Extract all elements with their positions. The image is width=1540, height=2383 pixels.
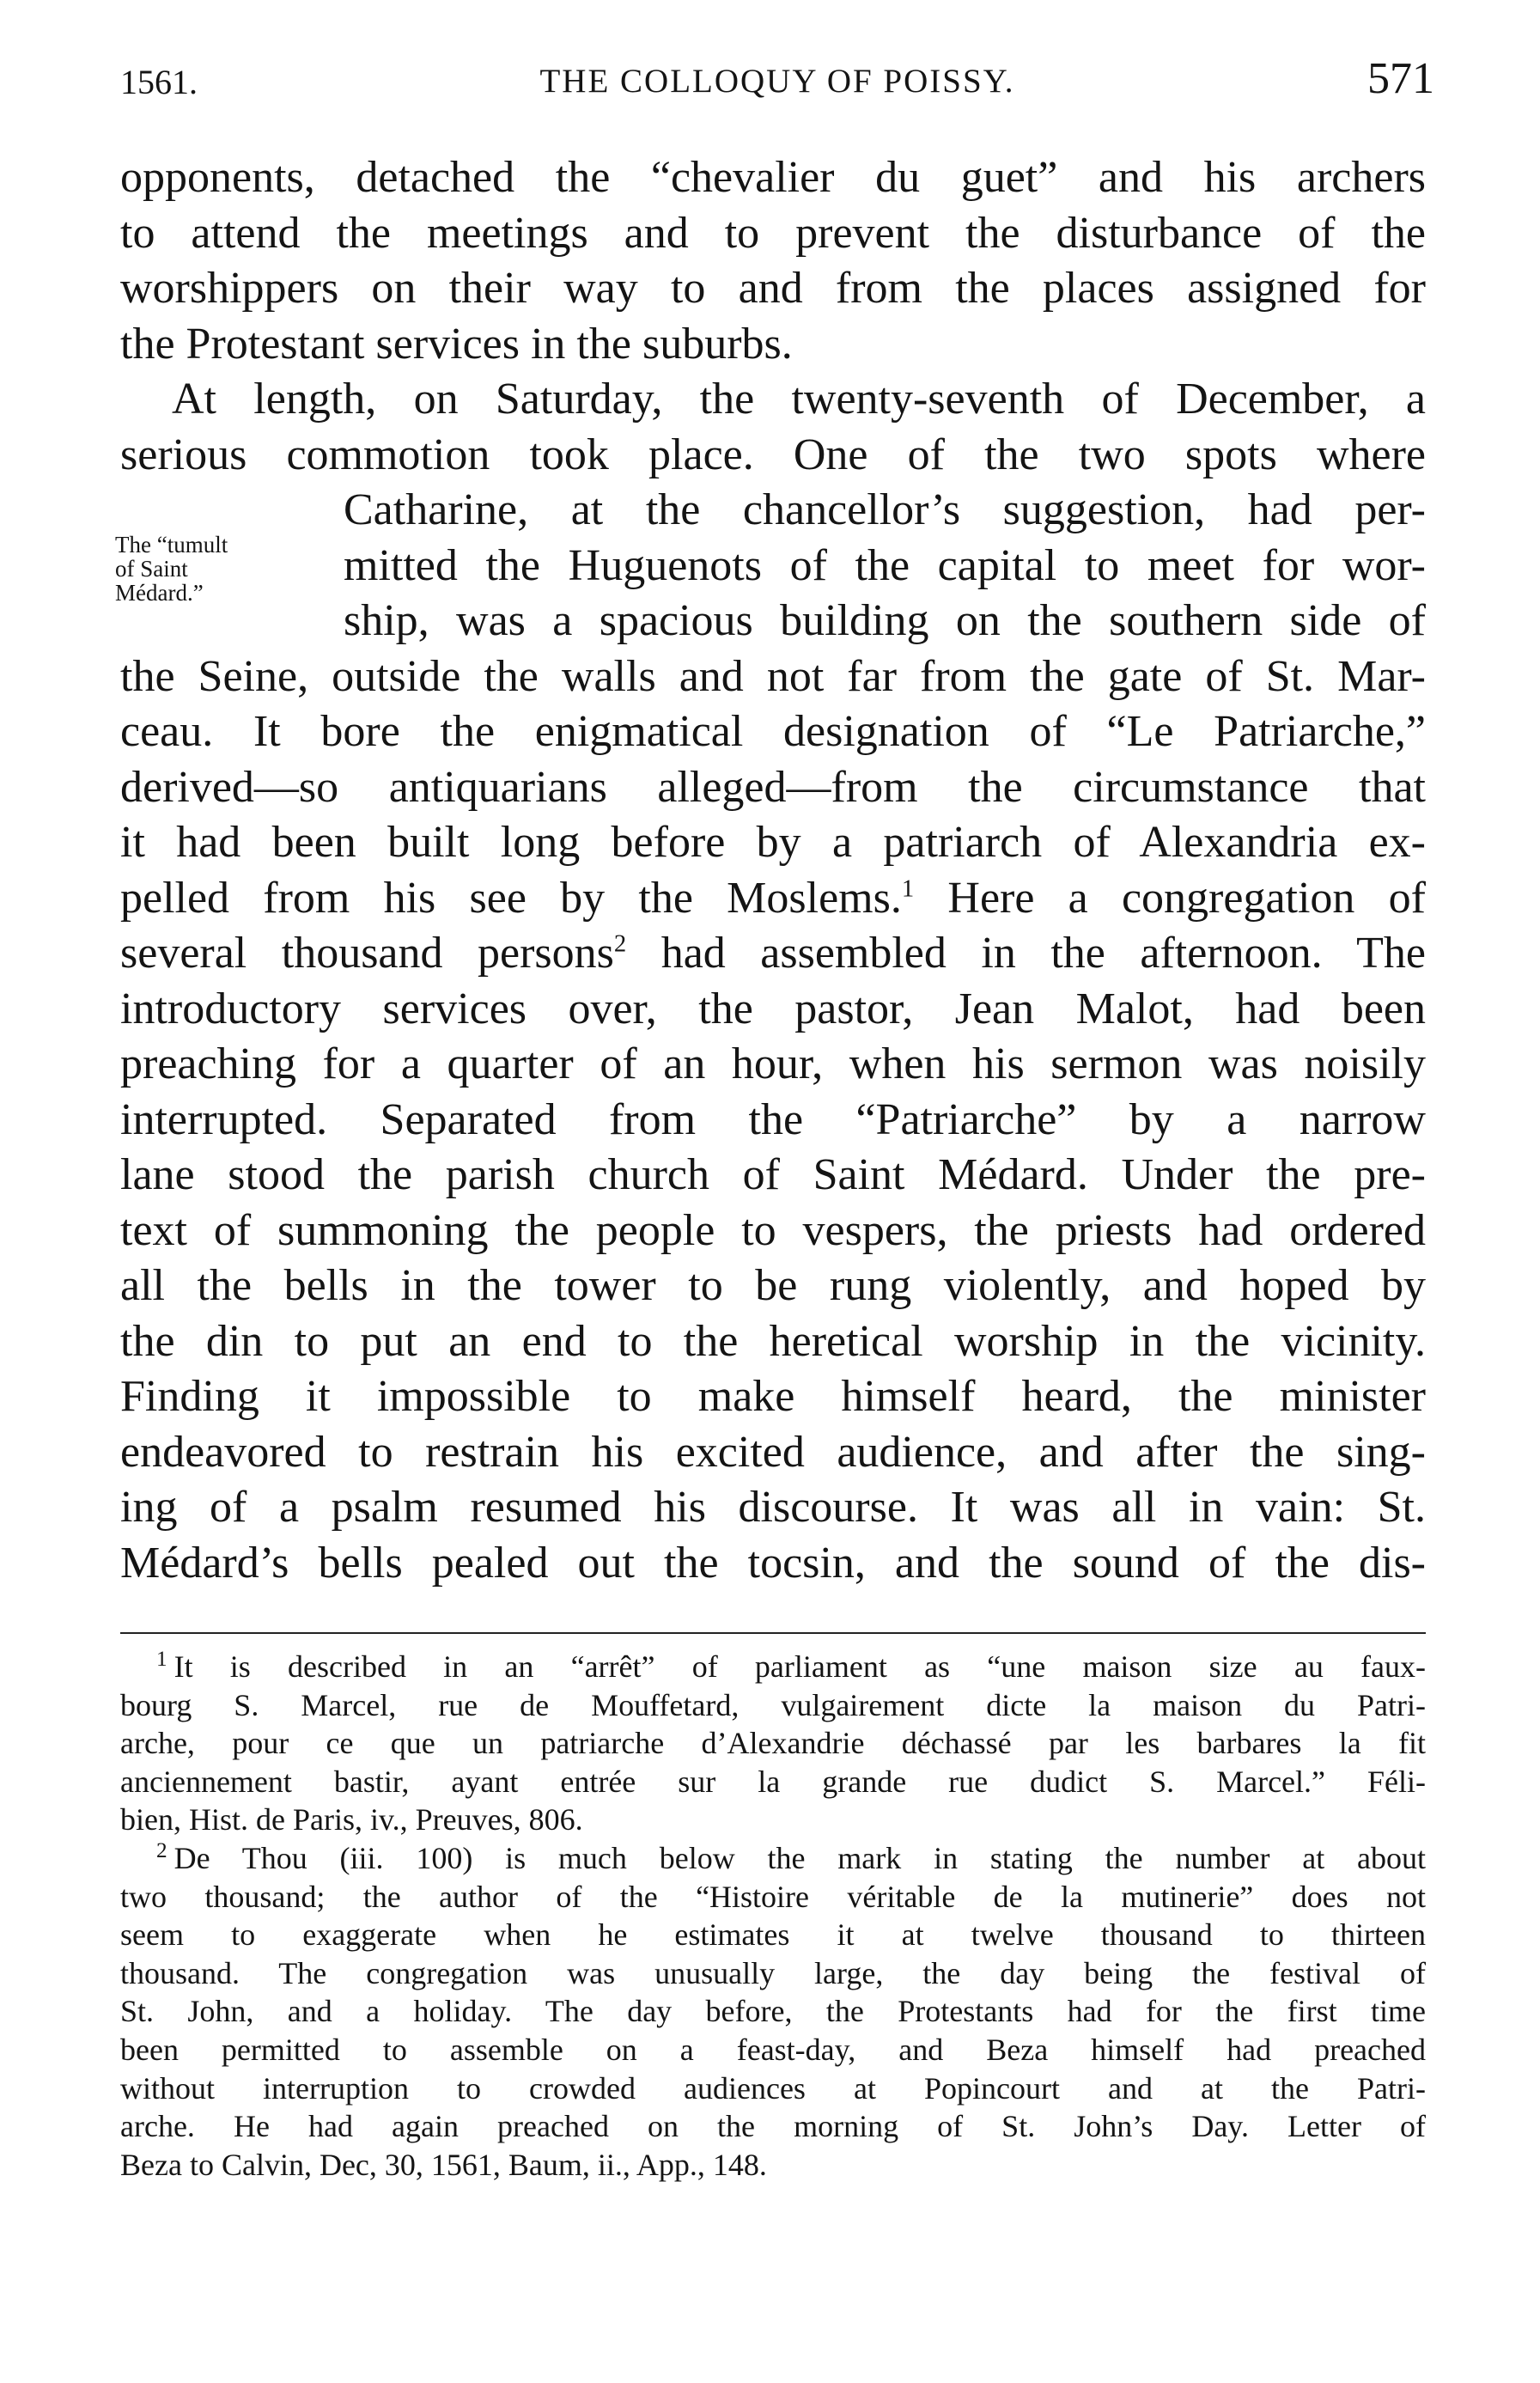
- footnote-number: 1: [156, 1648, 167, 1671]
- body-line: Catharine, at the chancellor’s suggestion, had per-: [344, 485, 1426, 534]
- body-line: derived—so antiquarians alleged—from the circumstance that: [120, 762, 1426, 812]
- margin-note-line: of Saint: [115, 556, 188, 582]
- body-text: [120, 150, 1426, 1591]
- footnote-line: arche. He had again preached on the morning of St. John’s Day. Letter of: [120, 2109, 1426, 2144]
- footnote-number: 2: [156, 1838, 167, 1862]
- margin-note-line: Médard.”: [115, 580, 204, 606]
- body-line: Médard’s bells pealed out the tocsin, and the sound of the dis-: [120, 1538, 1426, 1588]
- header-year: 1561.: [120, 63, 198, 101]
- footnote-line: [120, 1839, 1426, 1878]
- body-line: text of summoning the people to vespers, the priests had ordered: [120, 1205, 1426, 1255]
- footnote-line: thousand. The congregation was unusually large, the day being the festival of: [120, 1955, 1426, 1990]
- footnote-line: anciennement bastir, ayant entrée sur la grande rue dudict S. Marcel.” Féli-: [120, 1764, 1426, 1799]
- body-line: Finding it impossible to make himself heard, the minister: [120, 1372, 1426, 1421]
- margin-note-line: The “tumult: [115, 532, 228, 558]
- body-line: [120, 871, 1426, 927]
- body-line: ship, was a spacious building on the southern side of: [344, 596, 1426, 645]
- body-line: all the bells in the tower to be rung violently, and hoped by: [120, 1261, 1426, 1310]
- footnote-ref: 1: [901, 875, 915, 903]
- footnote-line: [120, 1648, 1426, 1686]
- body-line-head: pelled from his see by the Moslems.: [120, 873, 902, 923]
- footnote-line: arche, pour ce que un patriarche d’Alexandrie déchassé par les barbares la fit: [120, 1726, 1426, 1761]
- running-header: [120, 53, 1434, 105]
- body-line: to attend the meetings and to prevent the disturbance of the: [120, 208, 1426, 258]
- footnotes: [120, 1648, 1426, 2184]
- footnote-line: bien, Hist. de Paris, iv., Preuves, 806.: [120, 1802, 583, 1838]
- body-line: interrupted. Separated from the “Patriarche” by a narrow: [120, 1094, 1426, 1144]
- body-line: mitted the Huguenots of the capital to meet for wor-: [344, 540, 1426, 590]
- footnote-line: seem to exaggerate when he estimates it at twelve thousand to thirteen: [120, 1917, 1426, 1953]
- body-line: the Seine, outside the walls and not far from the gate of St. Mar-: [120, 651, 1426, 701]
- page-number: 571: [1367, 54, 1434, 103]
- body-line: opponents, detached the “chevalier du guet” and his archers: [120, 153, 1426, 202]
- footnote-line: St. John, and a holiday. The day before, the Protestants had for the first time: [120, 1994, 1426, 2029]
- body-line: ceau. It bore the enigmatical designation of “Le Patriarche,”: [120, 707, 1426, 756]
- body-line-tail: had assembled in the afternoon. The: [626, 929, 1426, 978]
- footnote-divider: [120, 1632, 1426, 1634]
- footnote-text: De Thou (iii. 100) is much below the mark in stating the number at about: [173, 1840, 1426, 1875]
- footnote-line: been permitted to assemble on a feast-day, and Beza himself had preached: [120, 2032, 1426, 2067]
- body-line: introductory services over, the pastor, Jean Malot, had been: [120, 984, 1426, 1033]
- footnote-line: without interruption to crowded audiences at Popincourt and at the Patri-: [120, 2070, 1426, 2106]
- body-line: worshippers on their way to and from the places assigned for: [120, 264, 1426, 313]
- body-line: the din to put an end to the heretical worship in the vicinity.: [120, 1316, 1426, 1366]
- footnote-line: Beza to Calvin, Dec, 30, 1561, Baum, ii., App., 148.: [120, 2147, 767, 2182]
- body-line: [120, 926, 1426, 982]
- body-line: endeavored to restrain his excited audience, and after the sing-: [120, 1427, 1426, 1477]
- body-line: serious commotion took place. One of the two spots where: [120, 430, 1426, 479]
- body-line: preaching for a quarter of an hour, when his sermon was noisily: [120, 1039, 1426, 1088]
- footnote-line: bourg S. Marcel, rue de Mouffetard, vulgairement dicte la maison du Patri-: [120, 1687, 1426, 1722]
- body-line-head: several thousand persons: [120, 929, 614, 978]
- body-line-tail: Here a congregation of: [914, 873, 1426, 923]
- footnote-line: two thousand; the author of the “Histoire véritable de la mutinerie” does not: [120, 1879, 1426, 1914]
- body-line: the Protestant services in the suburbs.: [120, 319, 793, 369]
- footnote-ref: 2: [613, 930, 627, 958]
- body-line: ing of a psalm resumed his discourse. It was all in vain: St.: [120, 1483, 1426, 1532]
- header-title: THE COLLOQUY OF POISSY.: [539, 63, 1015, 100]
- body-line: it had been built long before by a patriarch of Alexandria ex-: [120, 818, 1426, 867]
- body-line: lane stood the parish church of Saint Médard. Under the pre-: [120, 1150, 1426, 1199]
- body-line: At length, on Saturday, the twenty-seventh of December, a: [172, 375, 1426, 424]
- footnote-text: It is described in an “arrêt” of parliament as “une maison size au faux-: [173, 1649, 1426, 1684]
